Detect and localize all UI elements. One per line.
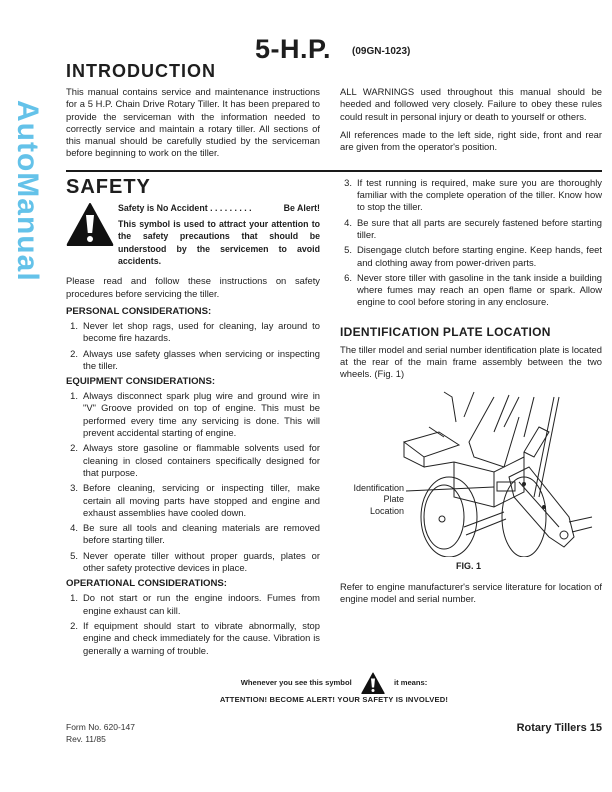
item-number: 5. <box>70 549 78 561</box>
personal-list <box>66 320 320 372</box>
warning-triangle-icon <box>360 672 386 694</box>
list-item <box>340 217 602 242</box>
notice-after: it means: <box>393 677 428 687</box>
callout-line: Location <box>369 505 404 516</box>
tiller-illustration <box>394 387 594 557</box>
notice-message: ATTENTION! BECOME ALERT! YOUR SAFETY IS INVOLVED! <box>219 694 449 704</box>
callout-line: Plate <box>383 494 404 505</box>
safety-section <box>66 175 602 660</box>
introduction-right-column <box>340 86 602 166</box>
footer-form-info <box>66 721 135 745</box>
item-text: Disengage clutch before starting engine. Keep hands, feet and clothing away from power-driven parts. <box>357 244 602 268</box>
item-text: If test running is required, make sure you are thoroughly familiar with the complete operation of the tiller. Know how to stop the tiller. <box>357 176 602 213</box>
references-paragraph: All references made to the left side, right side, front and rear are given from the operator's position. <box>340 128 602 153</box>
list-item <box>66 550 320 575</box>
safety-heading: SAFETY <box>66 175 151 198</box>
callout-line: Identification <box>353 482 404 493</box>
item-number: 4. <box>70 522 78 534</box>
revision: Rev. 11/85 <box>66 733 106 744</box>
item-number: 1. <box>70 320 78 331</box>
operational-list-right <box>340 177 602 309</box>
list-item <box>340 244 602 269</box>
introduction-heading: INTRODUCTION <box>66 61 216 81</box>
item-text: Always store gasoline or flammable solvents used for cleaning in closed containers specifically designed for that purpose. <box>83 442 320 478</box>
item-number: 3. <box>70 482 78 494</box>
introduction-left-column <box>66 86 320 166</box>
list-item <box>340 272 602 309</box>
item-text: Be sure all tools and cleaning materials are removed before starting tiller. <box>83 522 320 546</box>
figure-callout <box>342 483 404 518</box>
operational-heading: OPERATIONAL CONSIDERATIONS: <box>66 578 227 590</box>
item-number: 1. <box>70 390 78 402</box>
engine-reference-text: Refer to engine manufacturer's service literature for location of engine model and serial number. <box>340 580 602 604</box>
item-text: Always disconnect spark plug wire and ground wire in "V" Groove provided on top of engine. This must be performed every time any servicing is done. This will prevent accidental starting of engine. <box>83 390 320 439</box>
slogan-text: Safety is No Accident . . . . . . . . . <box>118 202 252 213</box>
item-number: 3. <box>344 176 352 188</box>
identification-heading: IDENTIFICATION PLATE LOCATION <box>340 324 551 339</box>
equipment-list <box>66 390 320 574</box>
safety-intro: Please read and follow these instructions on safety procedures before servicing the tiller. <box>66 275 320 299</box>
equipment-heading: EQUIPMENT CONSIDERATIONS: <box>66 376 216 388</box>
list-item <box>66 522 320 547</box>
item-text: Never let shop rags, used for cleaning, lay around to become fire hazards. <box>83 320 320 344</box>
list-item <box>66 620 320 657</box>
item-number: 6. <box>344 271 352 283</box>
notice-before: Whenever you see this symbol <box>240 677 352 687</box>
symbol-explanation: This symbol is used to attract your attention to the safety precautions that should be understood by the servicemen to avoid accidents. <box>118 218 320 266</box>
safety-symbol-block <box>66 202 320 268</box>
item-text: Never store tiller with gasoline in the tank inside a building where fumes may reach an open flame or spark. Allow engine to cool before storing in any enclosure. <box>357 271 602 308</box>
warnings-paragraph: ALL WARNINGS used throughout this manual should be heeded and followed very closely. Failure to obey these rules could result in personal injury or death to yourself or others. <box>340 86 602 122</box>
item-text: Before cleaning, servicing or inspecting tiller, make certain all moving parts have stopped and engine and exhaust assemblies have cooled down. <box>83 482 320 518</box>
figure-caption: FIG. 1 <box>456 560 482 571</box>
personal-heading: PERSONAL CONSIDERATIONS: <box>66 306 212 317</box>
page-footer <box>66 721 602 745</box>
warning-triangle-icon <box>66 202 114 246</box>
slogan-alert: Be Alert! <box>283 202 320 213</box>
item-text: Be sure that all parts are securely fastened before starting tiller. <box>357 216 602 240</box>
model-title: 5-H.P. <box>255 34 332 64</box>
item-number: 4. <box>344 216 352 228</box>
item-text: If equipment should start to vibrate abnormally, stop engine and check immediately for the cause. Vibration is generally a warning of trouble. <box>83 619 320 656</box>
list-item <box>340 177 602 214</box>
item-text: Never operate tiller without proper guards, plates or other safety protective devices in place. <box>83 549 320 574</box>
safety-slogan <box>118 202 320 214</box>
intro-paragraph: This manual contains service and maintenance instructions for a 5 H.P. Chain Drive Rotary Tiller. It has been prepared to provide the serviceman with the information needed to correctly service and maintain a rotary tiller. All sections of this manual should be carefully studied by the serviceman before beginning to work on the tiller. <box>66 86 320 159</box>
safety-right-column <box>340 175 602 660</box>
watermark-text: AutoManual <box>11 100 44 282</box>
item-number: 1. <box>70 592 78 604</box>
item-number: 2. <box>70 619 78 631</box>
item-text: Always use safety glasses when servicing or inspecting the tiller. <box>83 347 320 371</box>
safety-notice <box>66 672 602 705</box>
model-code: (09GN-1023) <box>352 46 411 57</box>
symbol-text-block <box>118 202 320 268</box>
item-number: 5. <box>344 244 352 256</box>
item-text: Do not start or run the engine indoors. Fumes from engine exhaust can kill. <box>83 592 320 616</box>
figure-1 <box>340 387 602 575</box>
identification-text: The tiller model and serial number identification plate is located at the rear of the main frame assembly between the two wheels. (Fig. 1) <box>340 343 602 380</box>
item-number: 2. <box>70 347 78 359</box>
list-item <box>66 348 320 373</box>
list-item <box>66 390 320 439</box>
page-label: Rotary Tillers 15 <box>516 721 602 734</box>
notice-line <box>66 672 602 694</box>
list-item <box>66 320 320 345</box>
introduction-section <box>66 86 602 166</box>
item-number: 2. <box>70 442 78 454</box>
operational-list-left <box>66 592 320 656</box>
page-header <box>66 30 602 86</box>
form-number: Form No. 620-147 <box>66 721 135 732</box>
list-item <box>66 482 320 519</box>
list-item <box>66 592 320 617</box>
safety-left-column <box>66 175 320 660</box>
section-divider <box>66 170 602 172</box>
list-item <box>66 442 320 479</box>
